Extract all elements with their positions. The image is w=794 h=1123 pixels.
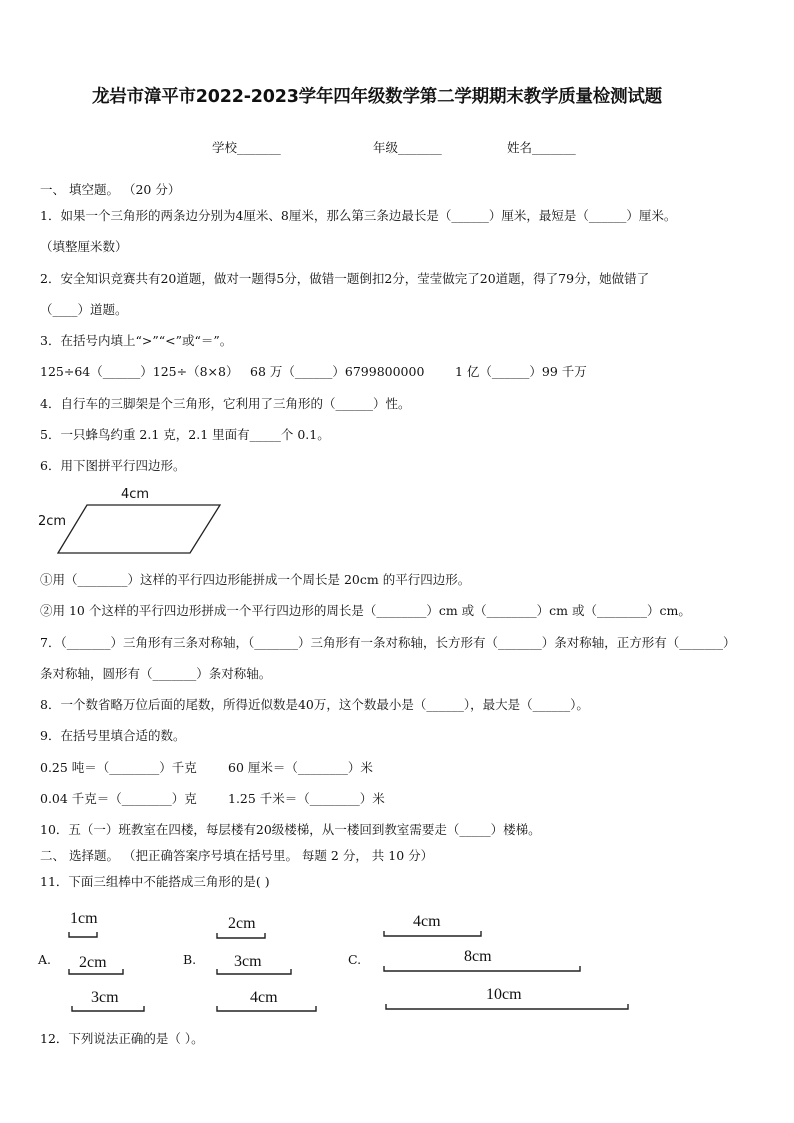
question-12: 12．下列说法正确的是（ ）。 <box>40 1031 204 1046</box>
question-9-row-1-b: 60 厘米＝（________）米 <box>228 760 373 775</box>
school-field: 学校_______ <box>212 140 281 155</box>
option-c-stick-1 <box>384 931 481 936</box>
question-8: 8．一个数省略万位后面的尾数，所得近似数是40万，这个数最小是（______），最大是（______）。 <box>40 697 589 712</box>
option-c-letter: C. <box>348 952 362 967</box>
section-heading-fill: 一、 填空题。 （20 分） <box>40 182 181 197</box>
option-c-stick-3-label: 10cm <box>486 986 522 1003</box>
question-3: 3．在括号内填上“>”“<”或“＝”。 <box>40 333 233 348</box>
option-c-stick-1-label: 4cm <box>413 913 441 930</box>
question-4: 4．自行车的三脚架是个三角形，它利用了三角形的（______）性。 <box>40 396 411 411</box>
parallelogram-side-label: 2cm <box>38 514 67 529</box>
question-1-line-1: 1．如果一个三角形的两条边分别为4厘米、8厘米，那么第三条边最长是（______）厘米，最短是（______）厘米。 <box>40 208 677 223</box>
question-2-line-2: （____）道题。 <box>40 302 128 317</box>
option-b-letter: B. <box>183 952 197 967</box>
option-a-stick-2 <box>69 969 123 974</box>
question-7-line-1: 7．（_______）三角形有三条对称轴，（_______）三角形有一条对称轴，长方形有（_______）条对称轴，正方形有（_______） <box>40 635 736 650</box>
option-b-stick-3 <box>217 1006 316 1011</box>
question-6: 6．用下图拼平行四边形。 <box>40 458 186 473</box>
question-3-item-c: 1 亿（______）99 千万 <box>455 364 587 379</box>
question-6-sub-1: ①用（________）这样的平行四边形能拼成一个周长是 20cm 的平行四边形。 <box>40 572 471 587</box>
question-1-line-2: （填整厘米数） <box>40 239 128 254</box>
option-c-stick-2 <box>384 966 580 971</box>
option-b-stick-1 <box>217 933 265 938</box>
name-field: 姓名_______ <box>507 140 576 155</box>
option-a-stick-2-label: 2cm <box>79 954 107 971</box>
option-b-stick-2-label: 3cm <box>234 953 262 970</box>
question-2-line-1: 2．安全知识竞赛共有20道题，做对一题得5分，做错一题倒扣2分，莹莹做完了20道题，得了79分，她做错了 <box>40 271 650 286</box>
option-a-stick-3 <box>72 1006 144 1011</box>
option-b-stick-3-label: 4cm <box>250 989 278 1006</box>
option-c-stick-2-label: 8cm <box>464 948 492 965</box>
option-b-stick-1-label: 2cm <box>228 915 256 932</box>
question-11: 11．下面三组棒中不能搭成三角形的是( ) <box>40 874 270 889</box>
option-a-stick-3-label: 3cm <box>91 989 119 1006</box>
question-9-row-1-a: 0.25 吨＝（________）千克 <box>40 760 197 775</box>
question-3-item-b: 68 万（______）6799800000 <box>250 364 425 379</box>
question-5: 5．一只蜂鸟约重 2.1 克，2.1 里面有_____个 0.1。 <box>40 427 330 442</box>
option-b-stick-2 <box>217 969 291 974</box>
grade-field: 年级_______ <box>373 140 442 155</box>
page-title: 龙岩市漳平市2022-2023学年四年级数学第二学期期末教学质量检测试题 <box>92 87 662 107</box>
question-9: 9．在括号里填合适的数。 <box>40 728 186 743</box>
question-7-line-2: 条对称轴，圆形有（_______）条对称轴。 <box>40 666 272 681</box>
question-9-row-2-b: 1.25 千米＝（________）米 <box>228 791 385 806</box>
parallelogram-top-label: 4cm <box>121 487 150 502</box>
question-6-sub-2: ②用 10 个这样的平行四边形拼成一个平行四边形的周长是（________）cm 或（________）cm 或（________）cm。 <box>40 603 691 618</box>
option-c-stick-3 <box>386 1004 628 1009</box>
question-3-item-a: 125÷64（______）125÷（8×8） <box>40 364 239 379</box>
option-a-stick-1-label: 1cm <box>70 910 98 927</box>
question-9-row-2-a: 0.04 千克＝（________）克 <box>40 791 197 806</box>
option-a-stick-1 <box>69 932 97 937</box>
section-heading-choice: 二、 选择题。 （把正确答案序号填在括号里。 每题 2 分， 共 10 分） <box>40 848 434 863</box>
option-a-letter: A. <box>38 952 52 967</box>
question-10: 10．五（一）班教室在四楼，每层楼有20级楼梯，从一楼回到教室需要走（_____）楼梯。 <box>40 822 541 837</box>
